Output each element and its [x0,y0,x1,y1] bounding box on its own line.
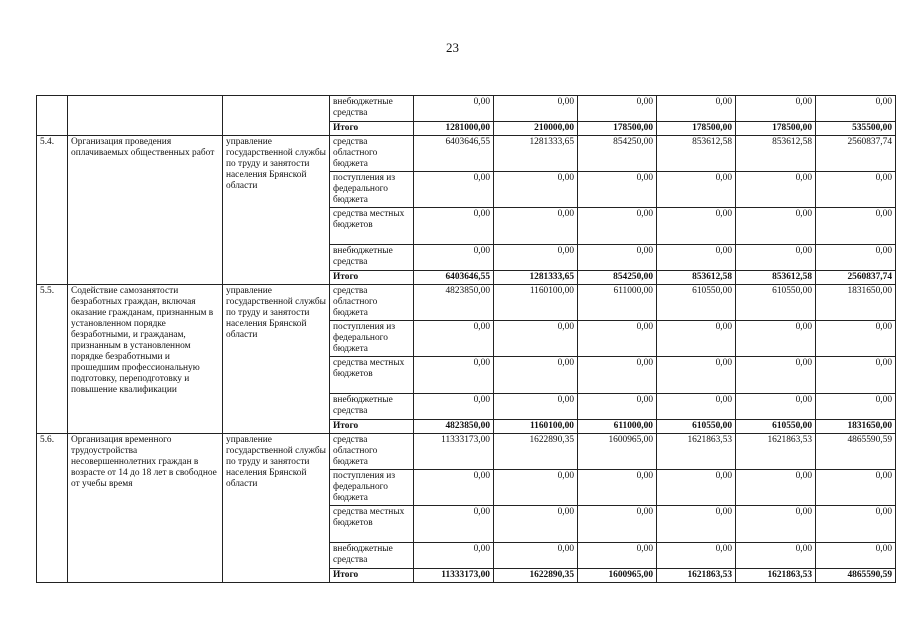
funding-source-cell: поступления из федерального бюджета [330,321,414,357]
amount-cell: 0,00 [414,357,494,394]
funding-source-cell: внебюджетные средства [330,96,414,122]
amount-cell: 0,00 [494,506,578,543]
amount-cell: 0,00 [414,506,494,543]
amount-cell: 0,00 [657,543,736,569]
item-code-cell: 5.6. [37,434,68,583]
amount-cell: 0,00 [736,543,816,569]
amount-cell: 1281333,65 [494,271,578,285]
budget-table [36,95,896,583]
amount-cell: 0,00 [414,208,494,245]
amount-cell: 0,00 [657,321,736,357]
amount-cell: 0,00 [494,172,578,208]
amount-cell: 2560837,74 [816,136,896,172]
amount-cell: 178500,00 [657,122,736,136]
executor-cell [223,96,330,136]
amount-cell: 0,00 [494,321,578,357]
amount-cell: 0,00 [414,172,494,208]
funding-source-cell: поступления из федерального бюджета [330,470,414,506]
amount-cell: 0,00 [494,96,578,122]
amount-cell: 0,00 [414,96,494,122]
funding-source-cell: средства местных бюджетов [330,208,414,245]
amount-cell: 1831650,00 [816,420,896,434]
amount-cell: 0,00 [657,394,736,420]
item-name-cell: Организация проведения оплачиваемых общественных работ [68,136,223,285]
amount-cell: 0,00 [816,321,896,357]
amount-cell: 0,00 [816,543,896,569]
amount-cell: 1831650,00 [816,285,896,321]
amount-cell: 853612,58 [657,136,736,172]
amount-cell: 0,00 [578,470,657,506]
amount-cell: 0,00 [816,96,896,122]
amount-cell: 11333173,00 [414,434,494,470]
funding-source-cell: средства областного бюджета [330,434,414,470]
amount-cell: 0,00 [816,506,896,543]
funding-source-cell: внебюджетные средства [330,394,414,420]
amount-cell: 4865590,59 [816,434,896,470]
executor-cell: управление государственной службы по труду и занятости населения Брянской области [223,434,330,583]
amount-cell: 4865590,59 [816,569,896,583]
amount-cell: 0,00 [494,470,578,506]
amount-cell: 0,00 [736,321,816,357]
amount-cell: 1600965,00 [578,569,657,583]
item-code-cell: 5.5. [37,285,68,434]
funding-source-cell: внебюджетные средства [330,543,414,569]
funding-source-cell: поступления из федерального бюджета [330,172,414,208]
amount-cell: 0,00 [494,543,578,569]
amount-cell: 0,00 [657,172,736,208]
amount-cell: 0,00 [494,394,578,420]
table-row [37,96,896,122]
amount-cell: 0,00 [494,357,578,394]
amount-cell: 0,00 [816,394,896,420]
amount-cell: 0,00 [578,208,657,245]
amount-cell: 0,00 [578,172,657,208]
funding-source-cell: Итого [330,420,414,434]
amount-cell: 0,00 [414,543,494,569]
amount-cell: 0,00 [578,394,657,420]
amount-cell: 0,00 [578,96,657,122]
amount-cell: 1281333,65 [494,136,578,172]
amount-cell: 4823850,00 [414,420,494,434]
amount-cell: 0,00 [657,208,736,245]
amount-cell: 0,00 [816,245,896,271]
amount-cell: 0,00 [816,172,896,208]
amount-cell: 2560837,74 [816,271,896,285]
amount-cell: 11333173,00 [414,569,494,583]
item-name-cell: Организация временного трудоустройства несовершеннолетних граждан в возрасте от 14 до 18 лет в свободное от учебы время [68,434,223,583]
amount-cell: 0,00 [414,470,494,506]
amount-cell: 0,00 [578,321,657,357]
amount-cell: 610550,00 [657,420,736,434]
amount-cell: 0,00 [414,245,494,271]
amount-cell: 0,00 [657,470,736,506]
amount-cell: 1160100,00 [494,285,578,321]
amount-cell: 0,00 [414,321,494,357]
amount-cell: 0,00 [736,357,816,394]
funding-source-cell: Итого [330,122,414,136]
amount-cell: 0,00 [736,470,816,506]
amount-cell: 535500,00 [816,122,896,136]
amount-cell: 0,00 [578,543,657,569]
amount-cell: 611000,00 [578,285,657,321]
amount-cell: 0,00 [414,394,494,420]
executor-cell: управление государственной службы по труду и занятости населения Брянской области [223,285,330,434]
funding-source-cell: Итого [330,569,414,583]
amount-cell: 0,00 [816,357,896,394]
page-number: 23 [446,40,459,55]
amount-cell: 1281000,00 [414,122,494,136]
amount-cell: 6403646,55 [414,136,494,172]
amount-cell: 0,00 [657,506,736,543]
amount-cell: 0,00 [816,470,896,506]
amount-cell: 0,00 [736,208,816,245]
funding-source-cell: средства местных бюджетов [330,506,414,543]
funding-source-cell: средства местных бюджетов [330,357,414,394]
amount-cell: 0,00 [816,208,896,245]
amount-cell: 178500,00 [736,122,816,136]
amount-cell: 1160100,00 [494,420,578,434]
amount-cell: 611000,00 [578,420,657,434]
funding-source-cell: Итого [330,271,414,285]
amount-cell: 0,00 [578,506,657,543]
amount-cell: 0,00 [657,245,736,271]
amount-cell: 1622890,35 [494,569,578,583]
amount-cell: 1621863,53 [657,434,736,470]
amount-cell: 1621863,53 [736,569,816,583]
executor-cell: управление государственной службы по труду и занятости населения Брянской области [223,136,330,285]
item-code-cell [37,96,68,136]
table-row [37,285,896,321]
amount-cell: 0,00 [494,245,578,271]
amount-cell: 4823850,00 [414,285,494,321]
amount-cell: 610550,00 [736,420,816,434]
amount-cell: 853612,58 [736,271,816,285]
amount-cell: 1621863,53 [736,434,816,470]
amount-cell: 1600965,00 [578,434,657,470]
item-code-cell: 5.4. [37,136,68,285]
amount-cell: 0,00 [736,245,816,271]
amount-cell: 0,00 [657,96,736,122]
item-name-cell [68,96,223,136]
amount-cell: 178500,00 [578,122,657,136]
amount-cell: 853612,58 [657,271,736,285]
amount-cell: 0,00 [736,96,816,122]
amount-cell: 0,00 [657,357,736,394]
amount-cell: 0,00 [578,357,657,394]
amount-cell: 854250,00 [578,271,657,285]
amount-cell: 0,00 [736,394,816,420]
amount-cell: 854250,00 [578,136,657,172]
funding-source-cell: средства областного бюджета [330,285,414,321]
funding-source-cell: средства областного бюджета [330,136,414,172]
amount-cell: 0,00 [578,245,657,271]
amount-cell: 610550,00 [657,285,736,321]
table-row [37,136,896,172]
amount-cell: 853612,58 [736,136,816,172]
amount-cell: 0,00 [736,506,816,543]
item-name-cell: Содействие самозанятости безработных граждан, включая оказание гражданам, признанным в установленном порядке безработными, и гражданам, признанным в установленном порядке безработными и прошедшим профессиональную подготовку, переподготовку и повышение квалификации [68,285,223,434]
amount-cell: 210000,00 [494,122,578,136]
amount-cell: 6403646,55 [414,271,494,285]
amount-cell: 1622890,35 [494,434,578,470]
table-row [37,434,896,470]
amount-cell: 0,00 [494,208,578,245]
funding-source-cell: внебюджетные средства [330,245,414,271]
amount-cell: 1621863,53 [657,569,736,583]
amount-cell: 610550,00 [736,285,816,321]
amount-cell: 0,00 [736,172,816,208]
